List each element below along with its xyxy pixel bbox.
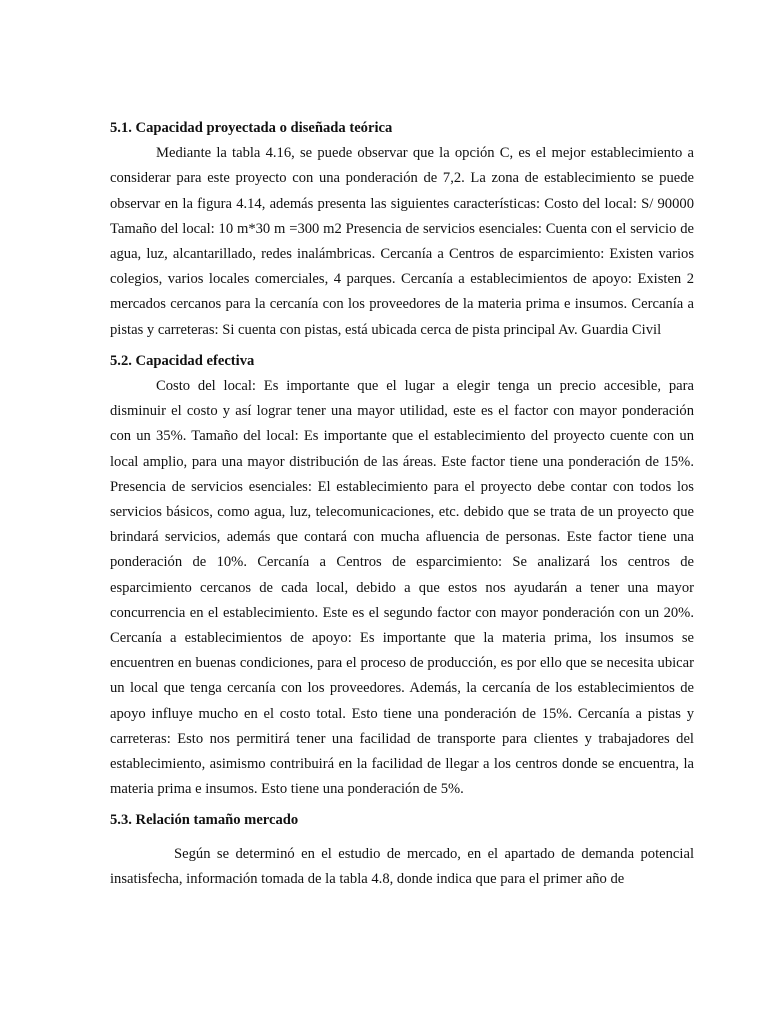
section-heading: 5.1. Capacidad proyectada o diseñada teórica xyxy=(110,120,393,136)
document-page xyxy=(110,116,694,892)
section-5-1 xyxy=(110,116,694,343)
section-5-2 xyxy=(110,349,694,803)
section-paragraph: Mediante la tabla 4.16, se puede observar que la opción C, es el mejor establecimiento a considerar para este proyecto con una ponderación de 7,2. La zona de establecimiento se puede observar en la figura 4.14, además presenta las siguientes características: Costo del local: S/ 90000 Tamaño del local: 10 m*30 m =300 m2 Presencia de servicios esenciales: Cuenta con el servicio de agua, luz, alcantarillado, redes inalámbricas. Cercanía a Centros de esparcimiento: Existen varios colegios, varios locales comerciales, 4 parques. Cercanía a establecimientos de apoyo: Existen 2 mercados cercanos para la cercanía con los proveedores de la materia prima e insumos. Cercanía a pistas y carreteras: Si cuenta con pistas, está ubicada cerca de pista principal Av. Guardia Civil xyxy=(110,145,694,338)
section-paragraph: Costo del local: Es importante que el lugar a elegir tenga un precio accesible, para disminuir el costo y así lograr tener una mayor utilidad, este es el factor con mayor ponderación con un 35%. Tamaño del local: Es importante que el establecimiento del proyecto cuente con un local amplio, para una mayor distribución de las áreas. Este factor tiene una ponderación de 15%. Presencia de servicios esenciales: El establecimiento para el proyecto debe contar con todos los servicios básicos, como agua, luz, telecomunicaciones, etc. debido que se trata de un proyecto que brindará servicios, además que contará con mucha afluencia de personas. Este factor tiene una ponderación de 10%. Cercanía a Centros de esparcimiento: Se analizará los centros de esparcimiento cercanos de cada local, debido a que estos nos ayudarán a tener una mayor concurrencia en el establecimiento. Este es el segundo factor con mayor ponderación con un 20%. Cercanía a establecimientos de apoyo: Es importante que la materia prima, los insumos se encuentren en buenas condiciones, para el proceso de producción, es por ello que se necesita ubicar un local que tenga cercanía con los proveedores. Además, la cercanía de los establecimientos de apoyo influye mucho en el costo total. Esto tiene una ponderación de 15%. Cercanía a pistas y carreteras: Esto nos permitirá tener una facilidad de transporte para clientes y trabajadores del establecimiento, asimismo contribuirá en la facilidad de llegar a los centros donde se encuentra, la materia prima e insumos. Esto tiene una ponderación de 5%. xyxy=(110,378,694,798)
section-heading: 5.2. Capacidad efectiva xyxy=(110,352,255,369)
section-paragraph: Según se determinó en el estudio de mercado, en el apartado de demanda potencial insatisfecha, información tomada de la tabla 4.8, donde indica que para el primer año de xyxy=(110,845,694,887)
section-5-3 xyxy=(110,808,694,892)
section-heading: 5.3. Relación tamaño mercado xyxy=(110,812,299,829)
